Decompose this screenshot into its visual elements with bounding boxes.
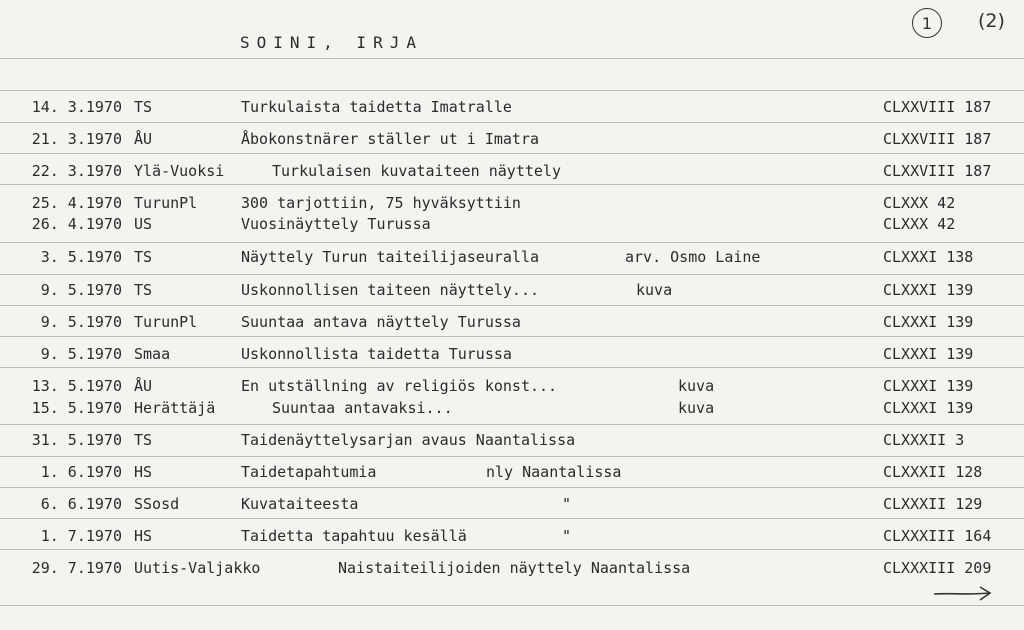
card-title: SOINI, IRJA bbox=[240, 33, 423, 52]
entry-date: 31. 5.1970 bbox=[31, 431, 122, 449]
entry-date: 13. 5.1970 bbox=[31, 377, 122, 395]
entry-row bbox=[0, 193, 1024, 213]
entry-row bbox=[0, 430, 1024, 450]
entry-date: 26. 4.1970 bbox=[31, 215, 122, 233]
entry-title: Kuvataiteesta bbox=[241, 495, 359, 513]
entry-source: Herättäjä bbox=[134, 399, 216, 417]
entry-source: Smaa bbox=[134, 345, 171, 363]
entry-date: 3. 5.1970 bbox=[40, 248, 122, 266]
entry-date: 9. 5.1970 bbox=[40, 313, 122, 331]
entry-reference: CLXXXI 139 bbox=[883, 281, 974, 299]
entry-reference: CLXXVIII 187 bbox=[883, 98, 992, 116]
entry-reference: CLXXXI 138 bbox=[883, 248, 974, 266]
entry-source: ÅU bbox=[134, 377, 153, 395]
entry-reference: CLXXX 42 bbox=[883, 194, 956, 212]
entry-title: Vuosinäyttely Turussa bbox=[241, 215, 431, 233]
entry-reference: CLXXXI 139 bbox=[883, 377, 974, 395]
entry-reference: CLXXXIII 209 bbox=[883, 559, 992, 577]
continuation-arrow-icon bbox=[932, 584, 994, 604]
entry-row bbox=[0, 214, 1024, 234]
card-rule bbox=[0, 487, 1024, 488]
entry-row bbox=[0, 280, 1024, 300]
entry-source: TS bbox=[134, 431, 153, 449]
entry-reference: CLXXXI 139 bbox=[883, 313, 974, 331]
entry-title: Turkulaista taidetta Imatralle bbox=[241, 98, 512, 116]
card-rule bbox=[0, 184, 1024, 185]
card-rule bbox=[0, 336, 1024, 337]
entry-title: Uskonnollisen taiteen näyttely... bbox=[241, 281, 540, 299]
entry-source: HS bbox=[134, 463, 153, 481]
entry-title: Uskonnollista taidetta Turussa bbox=[241, 345, 512, 363]
card-rule bbox=[0, 122, 1024, 123]
entry-note: kuva bbox=[678, 399, 715, 417]
entry-title: Taidetta tapahtuu kesällä bbox=[241, 527, 467, 545]
card-rule bbox=[0, 549, 1024, 550]
entry-row bbox=[0, 526, 1024, 546]
entry-date: 1. 7.1970 bbox=[40, 527, 122, 545]
entry-date: 9. 5.1970 bbox=[40, 281, 122, 299]
entry-note: " bbox=[562, 495, 572, 513]
entry-row bbox=[0, 312, 1024, 332]
entry-row bbox=[0, 129, 1024, 149]
entry-date: 9. 5.1970 bbox=[40, 345, 122, 363]
entry-row bbox=[0, 398, 1024, 418]
entry-title: Taidetapahtumia bbox=[241, 463, 377, 481]
card-rule bbox=[0, 90, 1024, 91]
entry-source: US bbox=[134, 215, 153, 233]
entry-title: Turkulaisen kuvataiteen näyttely bbox=[272, 162, 561, 180]
entry-date: 25. 4.1970 bbox=[31, 194, 122, 212]
entry-date: 1. 6.1970 bbox=[40, 463, 122, 481]
entry-reference: CLXXXIII 164 bbox=[883, 527, 992, 545]
card-rule bbox=[0, 153, 1024, 154]
entry-date: 6. 6.1970 bbox=[40, 495, 122, 513]
entry-row bbox=[0, 376, 1024, 396]
card-rule bbox=[0, 424, 1024, 425]
entry-source: HS bbox=[134, 527, 153, 545]
entry-row bbox=[0, 161, 1024, 181]
entry-title: Naistaiteilijoiden näyttely Naantalissa bbox=[338, 559, 691, 577]
entry-row bbox=[0, 97, 1024, 117]
card-rule bbox=[0, 518, 1024, 519]
entry-note: " bbox=[562, 527, 572, 545]
entry-row bbox=[0, 344, 1024, 364]
entry-date: 15. 5.1970 bbox=[31, 399, 122, 417]
entry-source: TS bbox=[134, 98, 153, 116]
card-rule bbox=[0, 605, 1024, 606]
entry-source: SSosd bbox=[134, 495, 180, 513]
entry-source: TurunPl bbox=[134, 313, 198, 331]
entry-note: arv. Osmo Laine bbox=[625, 248, 761, 266]
entry-source: Ylä-Vuoksi bbox=[134, 162, 225, 180]
entry-row bbox=[0, 462, 1024, 482]
entry-title: 300 tarjottiin, 75 hyväksyttiin bbox=[241, 194, 521, 212]
entry-reference: CLXXVIII 187 bbox=[883, 130, 992, 148]
entry-date: 21. 3.1970 bbox=[31, 130, 122, 148]
card-rule bbox=[0, 456, 1024, 457]
page-number-parenthesized: (2) bbox=[978, 10, 1005, 32]
entry-row bbox=[0, 494, 1024, 514]
entry-source: Uutis-Valjakko bbox=[134, 559, 261, 577]
entry-title: Åbokonstnärer ställer ut i Imatra bbox=[241, 130, 540, 148]
entry-source: TS bbox=[134, 248, 153, 266]
entry-note: kuva bbox=[678, 377, 715, 395]
entry-source: ÅU bbox=[134, 130, 153, 148]
entry-title: Suuntaa antavaksi... bbox=[272, 399, 453, 417]
entry-reference: CLXXXII 3 bbox=[883, 431, 965, 449]
card-rule bbox=[0, 305, 1024, 306]
entry-reference: CLXXXII 128 bbox=[883, 463, 983, 481]
card-rule bbox=[0, 367, 1024, 368]
entry-title: En utställning av religiös konst... bbox=[241, 377, 558, 395]
entry-note: nly Naantalissa bbox=[486, 463, 622, 481]
entry-reference: CLXXVIII 187 bbox=[883, 162, 992, 180]
entry-row bbox=[0, 558, 1024, 578]
card-rule bbox=[0, 242, 1024, 243]
entry-reference: CLXXXII 129 bbox=[883, 495, 983, 513]
entry-title: Näyttely Turun taiteilijaseuralla bbox=[241, 248, 540, 266]
entry-title: Suuntaa antava näyttely Turussa bbox=[241, 313, 521, 331]
entry-title: Taidenäyttelysarjan avaus Naantalissa bbox=[241, 431, 576, 449]
entry-row bbox=[0, 247, 1024, 267]
entry-date: 14. 3.1970 bbox=[31, 98, 122, 116]
page-number-circled: 1 bbox=[912, 8, 942, 38]
entry-source: TurunPl bbox=[134, 194, 198, 212]
entry-note: kuva bbox=[636, 281, 673, 299]
entry-source: TS bbox=[134, 281, 153, 299]
entry-date: 22. 3.1970 bbox=[31, 162, 122, 180]
card-rule bbox=[0, 58, 1024, 59]
entry-reference: CLXXXI 139 bbox=[883, 345, 974, 363]
entry-reference: CLXXX 42 bbox=[883, 215, 956, 233]
entry-reference: CLXXXI 139 bbox=[883, 399, 974, 417]
entry-date: 29. 7.1970 bbox=[31, 559, 122, 577]
card-rule bbox=[0, 274, 1024, 275]
